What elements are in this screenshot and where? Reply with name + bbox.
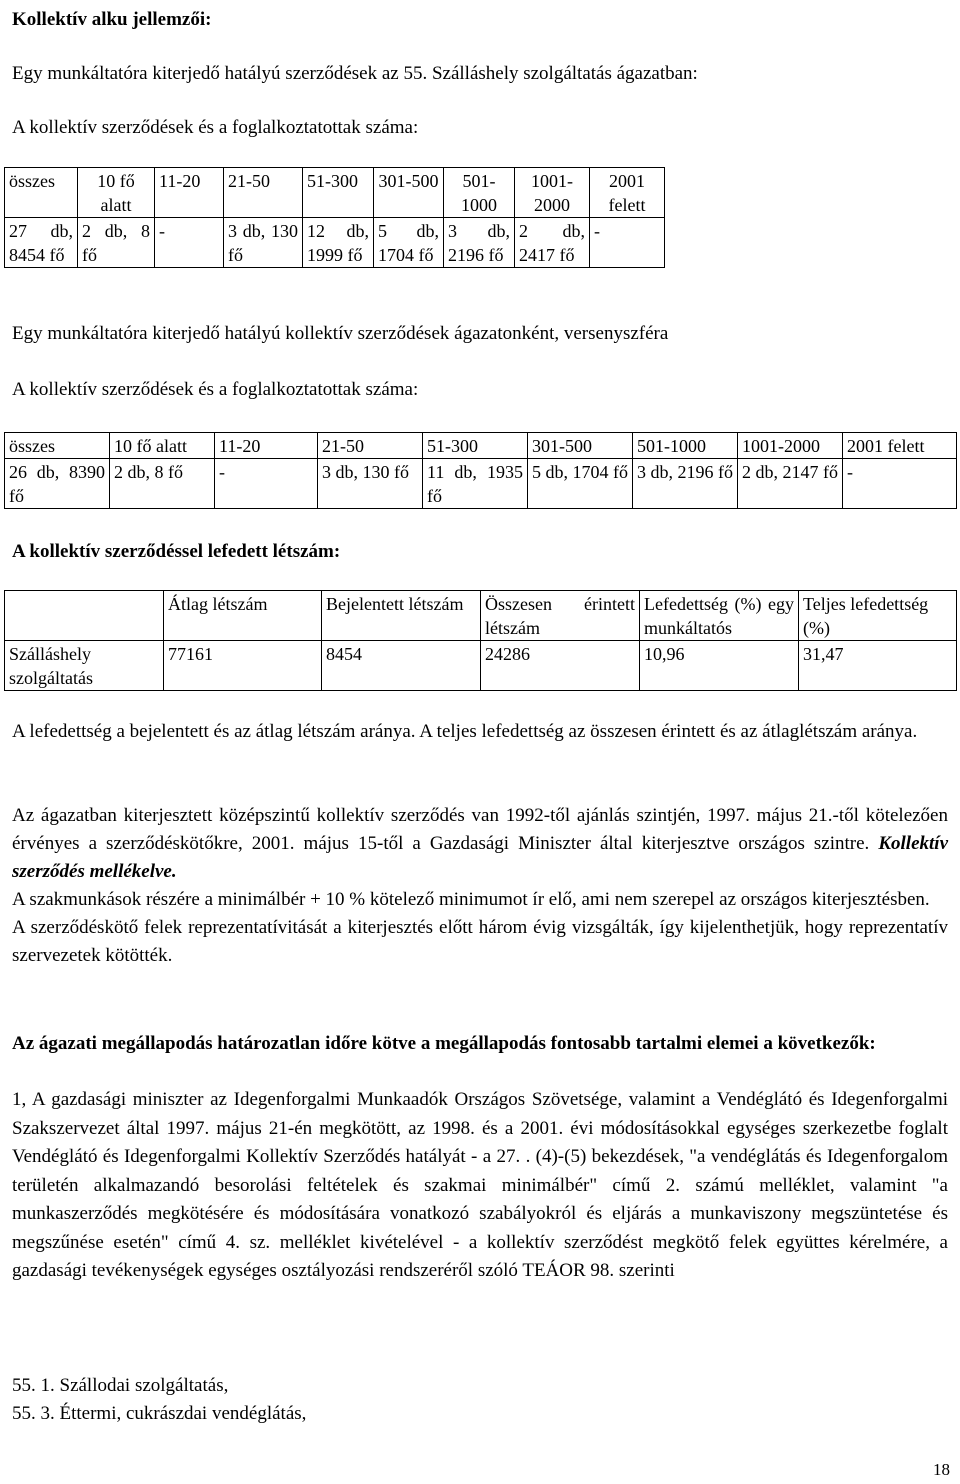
table3-row-label: Szálláshely szolgáltatás bbox=[5, 641, 164, 691]
table3-header-row bbox=[5, 591, 957, 641]
table1-header-cell: 501-1000 bbox=[444, 168, 515, 218]
agreement-paragraph: 1, A gazdasági miniszter az Idegenforgalmi Munkaadók Országos Szövetsége, valamint a Vendéglátó és Idegenforgalmi Szakszervezet által 1997. május 21-én megkötött, az 1998. és a 2001. évi módosításokkal egységes szerkezetbe foglalt Vendéglátó és Idegenforgalmi Kollektív Szerződés hatályát - a 27. . (4)-(5) bekezdések, "a vendéglátás és Idegenforgalom területén alkalmazandó besorolási feltételek és szakmai minimálbér" című 2. számú melléklet, valamint "a munkaszerződés megkötésére és módosítására vonatkozó szabályokról és eljárás a munkaviszony megszüntetése és megszűnése esetén" című 4. sz. melléklet kivételével - a kollektív szerződést megkötő felek együttes kérelmére, a gazdasági tevékenységek egységes osztályozási rendszeréről szóló TEÁOR 98. szerinti bbox=[12, 1089, 948, 1281]
table3-header-cell: Átlag létszám bbox=[164, 591, 322, 641]
table2-header-cell: 51-300 bbox=[423, 433, 528, 459]
table3-value-cell: 10,96 bbox=[640, 641, 799, 691]
main-paragraph-text1: Az ágazatban kiterjesztett középszintű kollektív szerződés van 1992-től ajánlás szintjén, 1997. május 21.-től kötelezően érvényes a szerződéskötőkre, 2001. május 15-től a Gazdasági Miniszter által kiterjesztve országos szintre. bbox=[12, 805, 948, 854]
table2-header-cell: 21-50 bbox=[318, 433, 423, 459]
table1-header-cell: 301-500 bbox=[374, 168, 444, 218]
table1-header-cell: 2001 felett bbox=[590, 168, 665, 218]
table1-value-cell: 3 db, 2196 fő bbox=[444, 218, 515, 268]
table2-value-cell: 2 db, 2147 fő bbox=[738, 459, 843, 509]
table3-data-row bbox=[5, 641, 957, 691]
table1 bbox=[4, 167, 665, 268]
table3-header-cell bbox=[5, 591, 164, 641]
table2-value-cell: 11 db, 1935 fő bbox=[423, 459, 528, 509]
table2-value-cell: - bbox=[843, 459, 957, 509]
table1-header-cell: 1001-2000 bbox=[515, 168, 590, 218]
table2-header-cell: 2001 felett bbox=[843, 433, 957, 459]
table2-value-cell: 26 db, 8390 fő bbox=[5, 459, 110, 509]
table3-header-cell: Lefedettség (%) egy munkáltatós bbox=[640, 591, 799, 641]
table2-value-cell: 2 db, 8 fő bbox=[110, 459, 215, 509]
main-paragraph bbox=[12, 802, 948, 970]
table1-value-cell: 3 db, 130 fő bbox=[224, 218, 303, 268]
table1-header-cell: 21-50 bbox=[224, 168, 303, 218]
table2-header-cell: összes bbox=[5, 433, 110, 459]
table2-header-cell: 1001-2000 bbox=[738, 433, 843, 459]
table2-header-cell: 301-500 bbox=[528, 433, 633, 459]
table3-value-cell: 24286 bbox=[481, 641, 640, 691]
table1-header-cell: 10 fő alatt bbox=[78, 168, 155, 218]
table3 bbox=[4, 590, 957, 691]
table3-value-cell: 8454 bbox=[322, 641, 481, 691]
table1-header-cell: 51-300 bbox=[303, 168, 374, 218]
intro-line: Egy munkáltatóra kiterjedő hatályú szerződések az 55. Szálláshely szolgáltatás ágazatban: bbox=[12, 63, 698, 84]
attachment-note: Kollektív szerződés mellékelve. bbox=[12, 833, 948, 882]
table1-header-cell: összes bbox=[5, 168, 78, 218]
table2-value-cell: 5 db, 1704 fő bbox=[528, 459, 633, 509]
list-item: 55. 3. Éttermi, cukrászdai vendéglátás, bbox=[12, 1403, 307, 1424]
table3-header-cell: Összesen érintett létszám bbox=[481, 591, 640, 641]
list-item: 55. 1. Szállodai szolgáltatás, bbox=[12, 1375, 229, 1396]
page-heading: Kollektív alku jellemzői: bbox=[12, 9, 212, 30]
table1-header-row bbox=[5, 168, 665, 218]
table1-value-cell: 12 db, 1999 fő bbox=[303, 218, 374, 268]
table3-header-cell: Bejelentett létszám bbox=[322, 591, 481, 641]
teaor-list bbox=[12, 1372, 306, 1428]
coverage-paragraph: A lefedettség a bejelentett és az átlag létszám aránya. A teljes lefedettség az összesen érintett és az átlaglétszám aránya. bbox=[12, 721, 918, 742]
table2-header-row bbox=[5, 433, 957, 459]
table3-header-cell: Teljes lefedettség (%) bbox=[799, 591, 957, 641]
table1-value-row bbox=[5, 218, 665, 268]
page-number: 18 bbox=[933, 1460, 950, 1479]
table2-value-row bbox=[5, 459, 957, 509]
table3-value-cell: 77161 bbox=[164, 641, 322, 691]
table2-title: A kollektív szerződések és a foglalkoztatottak száma: bbox=[12, 379, 419, 400]
table3-title: A kollektív szerződéssel lefedett létszám: bbox=[12, 541, 341, 562]
table2-value-cell: 3 db, 2196 fő bbox=[633, 459, 738, 509]
table2-header-cell: 11-20 bbox=[215, 433, 318, 459]
main-paragraph-text2: A szakmunkások részére a minimálbér + 10 % kötelező minimumot ír elő, ami nem szerepel az országos kiterjesztésben. bbox=[12, 889, 930, 910]
table1-header-cell: 11-20 bbox=[155, 168, 224, 218]
table2-value-cell: 3 db, 130 fő bbox=[318, 459, 423, 509]
agreement-heading: Az ágazati megállapodás határozatlan időre kötve a megállapodás fontosabb tartalmi elemei a következők: bbox=[12, 1033, 876, 1054]
table1-value-cell: 2 db, 2417 fő bbox=[515, 218, 590, 268]
table3-value-cell: 31,47 bbox=[799, 641, 957, 691]
main-paragraph-text3: A szerződéskötő felek reprezentatívitását a kiterjesztés előtt három évig vizsgálták, így kijelenthetjük, hogy reprezentatív szervezetek kötötték. bbox=[12, 917, 948, 966]
table1-value-cell: 5 db, 1704 fő bbox=[374, 218, 444, 268]
table2-header-cell: 501-1000 bbox=[633, 433, 738, 459]
section2-line: Egy munkáltatóra kiterjedő hatályú kollektív szerződések ágazatonként, versenyszféra bbox=[12, 323, 669, 344]
table1-value-cell: 2 db, 8 fő bbox=[78, 218, 155, 268]
table2-value-cell: - bbox=[215, 459, 318, 509]
table1-value-cell: 27 db, 8454 fő bbox=[5, 218, 78, 268]
table2 bbox=[4, 432, 957, 509]
table2-header-cell: 10 fő alatt bbox=[110, 433, 215, 459]
table1-value-cell: - bbox=[590, 218, 665, 268]
table1-value-cell: - bbox=[155, 218, 224, 268]
table1-title: A kollektív szerződések és a foglalkoztatottak száma: bbox=[12, 117, 419, 138]
